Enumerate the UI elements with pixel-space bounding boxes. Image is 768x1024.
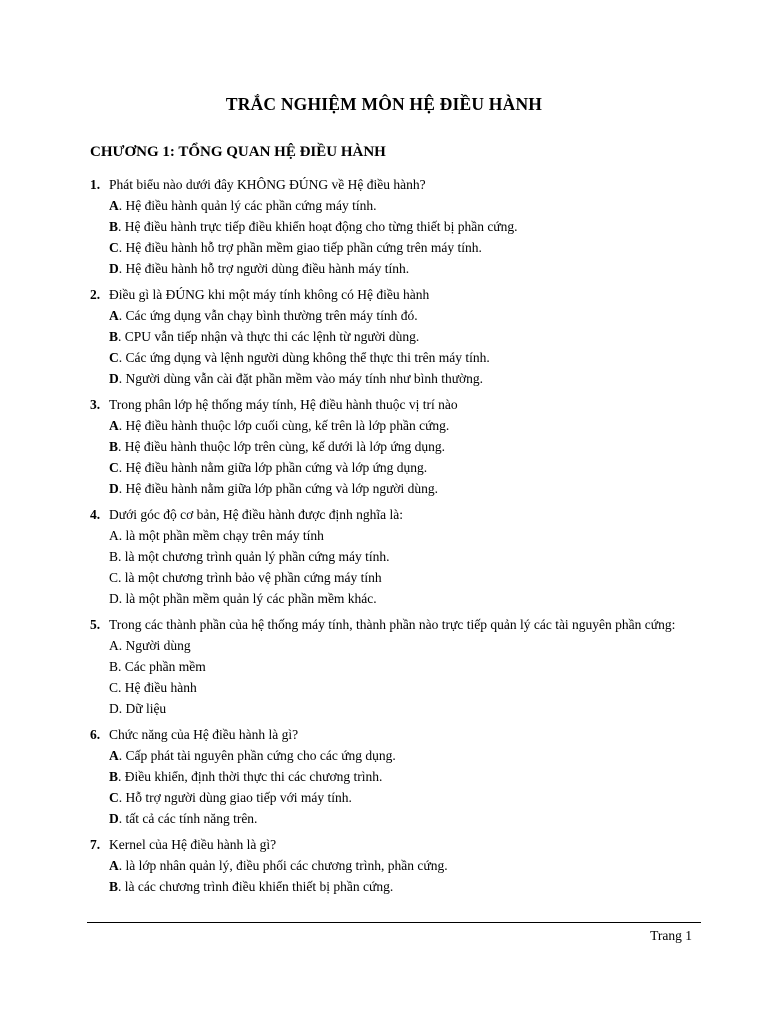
option-separator: . (118, 769, 125, 784)
question-number: 5. (90, 617, 101, 632)
option-separator: . (118, 481, 126, 496)
option-letter: C (109, 240, 119, 255)
question-number: 2. (90, 287, 101, 302)
answer-option (90, 195, 710, 216)
option-letter: A (109, 528, 119, 543)
option-separator: . (118, 748, 126, 763)
option-separator: . (118, 790, 126, 805)
answer-option (90, 855, 710, 876)
option-text: Các ứng dụng và lệnh người dùng không thể thực thi trên máy tính. (125, 350, 490, 365)
option-text: Hệ điều hành hỗ trợ người dùng điều hành máy tính. (125, 261, 410, 276)
option-separator: . (118, 549, 125, 564)
option-separator: . (118, 439, 125, 454)
option-separator: . (118, 240, 126, 255)
option-letter: B (109, 769, 119, 784)
option-text: Hệ điều hành quản lý các phần cứng máy tính. (125, 198, 377, 213)
question-stem (90, 504, 710, 525)
answer-option (90, 347, 710, 368)
option-letter: B (109, 879, 119, 894)
option-separator: . (118, 329, 125, 344)
option-text: Hệ điều hành trực tiếp điều khiển hoạt động cho từng thiết bị phần cứng. (124, 219, 518, 234)
option-separator: . (118, 858, 126, 873)
answer-option (90, 787, 710, 808)
question-text: Trong phân lớp hệ thống máy tính, Hệ điều hành thuộc vị trí nào (109, 397, 458, 412)
option-letter: B (109, 549, 119, 564)
option-letter: A (109, 418, 119, 433)
question-stem (90, 174, 710, 195)
answer-option (90, 808, 710, 829)
answer-option (90, 876, 710, 897)
question-number: 4. (90, 507, 101, 522)
option-letter: C (109, 570, 119, 585)
answer-option (90, 766, 710, 787)
question-item (90, 504, 710, 609)
question-stem (90, 284, 710, 305)
question-number: 1. (90, 177, 101, 192)
answer-option (90, 567, 710, 588)
option-separator: . (118, 528, 126, 543)
answer-option (90, 525, 710, 546)
answer-option (90, 415, 710, 436)
question-number: 6. (90, 727, 101, 742)
question-text: Dưới góc độ cơ bản, Hệ điều hành được định nghĩa là: (109, 507, 403, 522)
question-item (90, 724, 710, 829)
option-letter: A (109, 308, 119, 323)
question-item (90, 614, 710, 719)
option-text: Người dùng vẫn cài đặt phần mềm vào máy tính như bình thường. (125, 371, 484, 386)
answer-option (90, 546, 710, 567)
footer-divider (87, 922, 701, 923)
answer-option (90, 698, 710, 719)
answer-option (90, 588, 710, 609)
option-separator: . (118, 219, 125, 234)
option-separator: . (118, 418, 126, 433)
document-title: TRẮC NGHIỆM MÔN HỆ ĐIỀU HÀNH (225, 94, 543, 114)
question-item (90, 834, 710, 897)
answer-option (90, 635, 710, 656)
option-text: là một phần mềm chạy trên máy tính (125, 528, 324, 543)
answer-option (90, 677, 710, 698)
option-letter: A (109, 858, 119, 873)
answer-option (90, 656, 710, 677)
option-text: Hệ điều hành hỗ trợ phần mềm giao tiếp phần cứng trên máy tính. (125, 240, 482, 255)
option-letter: D (109, 261, 119, 276)
option-text: Hệ điều hành nằm giữa lớp phần cứng và lớp người dùng. (125, 481, 439, 496)
answer-option (90, 305, 710, 326)
option-letter: A (109, 638, 119, 653)
answer-option (90, 258, 710, 279)
option-text: là lớp nhân quản lý, điều phối các chương trình, phần cứng. (125, 858, 448, 873)
option-separator: . (118, 879, 125, 894)
option-letter: D (109, 591, 119, 606)
answer-option (90, 745, 710, 766)
option-letter: D (109, 701, 119, 716)
option-text: là các chương trình điều khiển thiết bị phần cứng. (124, 879, 394, 894)
option-letter: C (109, 350, 119, 365)
option-letter: C (109, 790, 119, 805)
option-text: Hệ điều hành thuộc lớp trên cùng, kế dưới là lớp ứng dụng. (124, 439, 446, 454)
question-text: Chức năng của Hệ điều hành là gì? (109, 727, 299, 742)
question-text: Phát biểu nào dưới đây KHÔNG ĐÚNG về Hệ điều hành? (109, 177, 426, 192)
answer-option (90, 436, 710, 457)
option-text: Điều khiển, định thời thực thi các chương trình. (124, 769, 383, 784)
option-text: Cấp phát tài nguyên phần cứng cho các ứng dụng. (125, 748, 396, 763)
chapter-heading: CHƯƠNG 1: TỔNG QUAN HỆ ĐIỀU HÀNH (90, 144, 386, 160)
question-text: Kernel của Hệ điều hành là gì? (109, 837, 277, 852)
option-separator: . (118, 680, 125, 695)
option-separator: . (118, 308, 126, 323)
option-text: Các phần mềm (124, 659, 206, 674)
option-letter: B (109, 329, 119, 344)
option-letter: D (109, 371, 119, 386)
option-text: là một chương trình bảo vệ phần cứng máy tính (124, 570, 382, 585)
question-stem (90, 614, 710, 635)
option-text: Hệ điều hành nằm giữa lớp phần cứng và lớp ứng dụng. (125, 460, 428, 475)
question-stem (90, 834, 710, 855)
option-separator: . (118, 659, 125, 674)
question-stem (90, 394, 710, 415)
option-text: là một chương trình quản lý phần cứng máy tính. (124, 549, 390, 564)
question-number: 7. (90, 837, 101, 852)
question-text: Điều gì là ĐÚNG khi một máy tính không có Hệ điều hành (109, 287, 430, 302)
option-text: tất cả các tính năng trên. (125, 811, 258, 826)
answer-option (90, 368, 710, 389)
option-separator: . (118, 371, 126, 386)
question-text: Trong các thành phần của hệ thống máy tính, thành phần nào trực tiếp quản lý các tài nguyên phần cứng: (109, 617, 676, 632)
question-item (90, 284, 710, 389)
question-stem (90, 724, 710, 745)
option-text: Hệ điều hành (124, 680, 197, 695)
answer-option (90, 457, 710, 478)
option-text: Hỗ trợ người dùng giao tiếp với máy tính. (125, 790, 352, 805)
option-letter: D (109, 811, 119, 826)
answer-option (90, 216, 710, 237)
option-text: Người dùng (125, 638, 191, 653)
option-separator: . (118, 591, 126, 606)
option-letter: A (109, 748, 119, 763)
option-letter: C (109, 460, 119, 475)
option-separator: . (118, 638, 126, 653)
option-letter: D (109, 481, 119, 496)
option-letter: B (109, 439, 119, 454)
page-number: Trang 1 (650, 928, 692, 943)
option-text: là một phần mềm quản lý các phần mềm khác. (125, 591, 377, 606)
answer-option (90, 478, 710, 499)
option-separator: . (118, 198, 126, 213)
option-separator: . (118, 701, 126, 716)
option-separator: . (118, 570, 125, 585)
option-letter: B (109, 659, 119, 674)
answer-option (90, 237, 710, 258)
option-separator: . (118, 350, 126, 365)
option-letter: B (109, 219, 119, 234)
question-item (90, 394, 710, 499)
option-separator: . (118, 261, 126, 276)
question-list (90, 174, 710, 902)
option-separator: . (118, 460, 126, 475)
option-letter: A (109, 198, 119, 213)
question-item (90, 174, 710, 279)
option-text: Dữ liệu (125, 701, 167, 716)
answer-option (90, 326, 710, 347)
question-number: 3. (90, 397, 101, 412)
option-text: Các ứng dụng vẫn chạy bình thường trên máy tính đó. (125, 308, 418, 323)
option-letter: C (109, 680, 119, 695)
option-text: CPU vẫn tiếp nhận và thực thi các lệnh từ người dùng. (124, 329, 420, 344)
option-text: Hệ điều hành thuộc lớp cuối cùng, kế trên là lớp phần cứng. (125, 418, 450, 433)
option-separator: . (118, 811, 126, 826)
